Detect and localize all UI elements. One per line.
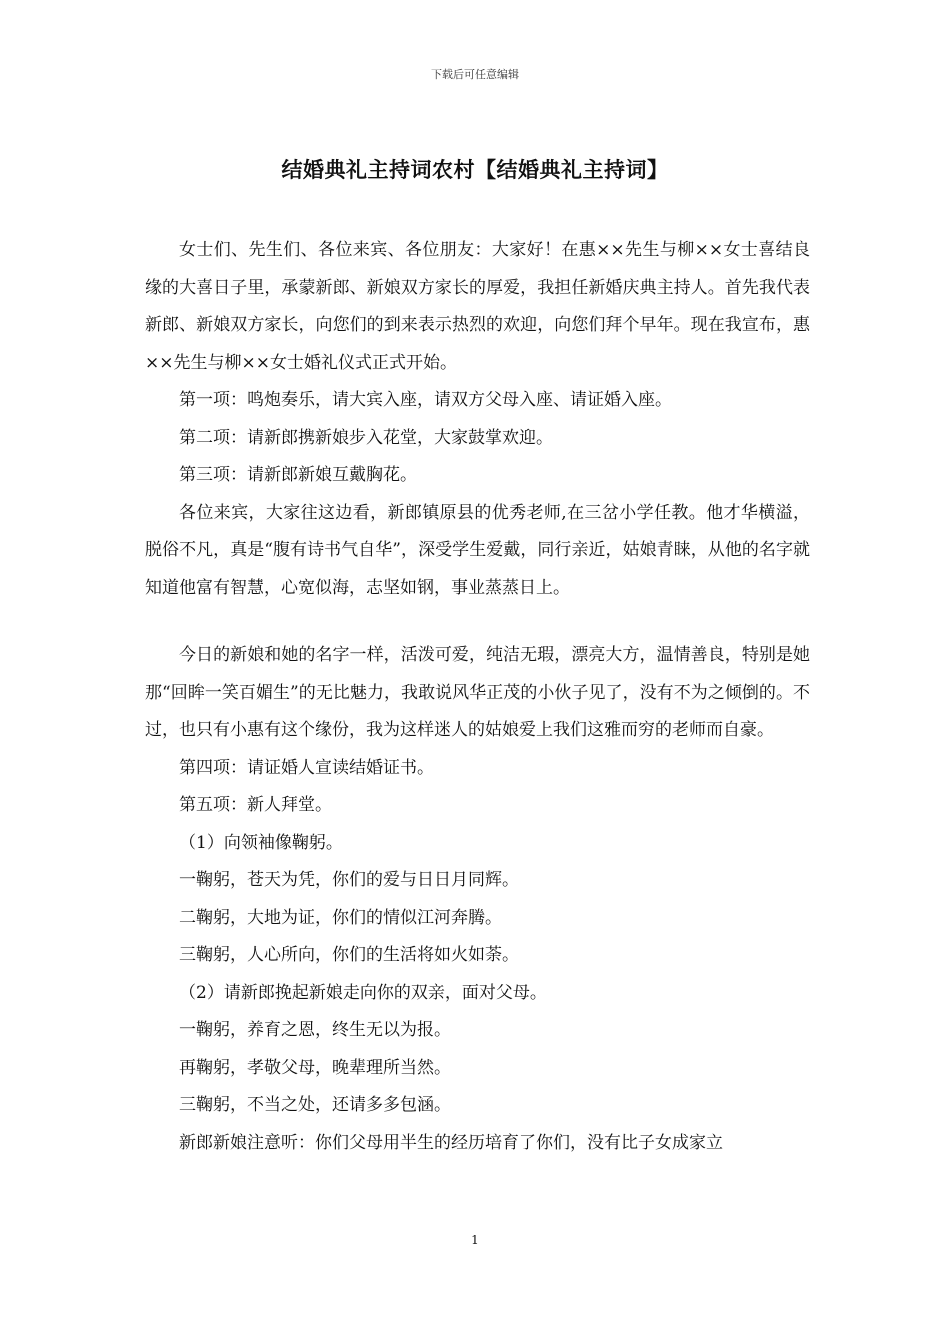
page-number: 1 xyxy=(471,1233,479,1247)
paragraph-intro: 女士们、先生们、各位来宾、各位朋友：大家好！在惠××先生与柳××女士喜结良缘的大喜日子里，承蒙新郎、新娘双方家长的厚爱，我担任新婚庆典主持人。首先我代表新郎、新娘双方家长，向您们的到来表示热烈的欢迎，向您们拜个早年。现在我宣布，惠××先生与柳××女士婚礼仪式正式开始。 xyxy=(145,240,810,373)
page-header: 下载后可任意编辑 xyxy=(431,68,519,81)
paragraph-groom: 各位来宾，大家往这边看，新郎镇原县的优秀老师,在三岔小学任教。他才华横溢，脱俗不凡，真是“腹有诗书气自华”，深受学生爱戴，同行亲近，姑娘青睐，从他的名字就知道他富有智慧，心宽似海，志坚如钢，事业蒸蒸日上。 xyxy=(145,502,810,598)
paragraph-bride: 今日的新娘和她的名字一样，活泼可爱，纯洁无瑕，漂亮大方，温情善良，特别是她那“回眸一笑百媚生”的无比魅力，我敢说风华正茂的小伙子见了，没有不为之倾倒的。不过，也只有小惠有这个缘份，我为这样迷人的姑娘爱上我们这雅而穷的老师而自豪。 xyxy=(145,645,810,740)
paragraph-item-5: 第五项：新人拜堂。 xyxy=(179,795,332,815)
document-body xyxy=(145,232,810,1162)
paragraph-bow-leader: （1）向领袖像鞠躬。 xyxy=(179,832,343,853)
paragraph-bow-3: 三鞠躬，人心所向，你们的生活将如火如荼。 xyxy=(179,945,519,965)
paragraph-item-1: 第一项：鸣炮奏乐，请大宾入座，请双方父母入座、请证婚入座。 xyxy=(179,390,672,410)
document-title: 结婚典礼主持词农村【结婚典礼主持词】 xyxy=(281,157,669,182)
paragraph-parents-bow-2: 再鞠躬，孝敬父母，晚辈理所当然。 xyxy=(179,1057,451,1078)
paragraph-parents-bow-1: 一鞠躬，养育之恩，终生无以为报。 xyxy=(179,1020,451,1040)
paragraph-bow-parents: （2）请新郎挽起新娘走向你的双亲，面对父母。 xyxy=(179,982,547,1003)
paragraph-bow-2: 二鞠躬，大地为证，你们的情似江河奔腾。 xyxy=(179,907,502,928)
paragraph-item-4: 第四项：请证婚人宣读结婚证书。 xyxy=(179,757,434,778)
paragraph-gap xyxy=(145,607,810,637)
paragraph-parents-bow-3: 三鞠躬，不当之处，还请多多包涵。 xyxy=(179,1095,451,1115)
paragraph-item-2: 第二项：请新郎携新娘步入花堂，大家鼓掌欢迎。 xyxy=(179,427,553,448)
paragraph-closing: 新郎新娘注意听：你们父母用半生的经历培育了你们，没有比子女成家立 xyxy=(179,1132,723,1153)
paragraph-item-3: 第三项：请新郎新娘互戴胸花。 xyxy=(179,465,417,485)
paragraph-bow-1: 一鞠躬，苍天为凭，你们的爱与日日月同辉。 xyxy=(179,870,519,890)
